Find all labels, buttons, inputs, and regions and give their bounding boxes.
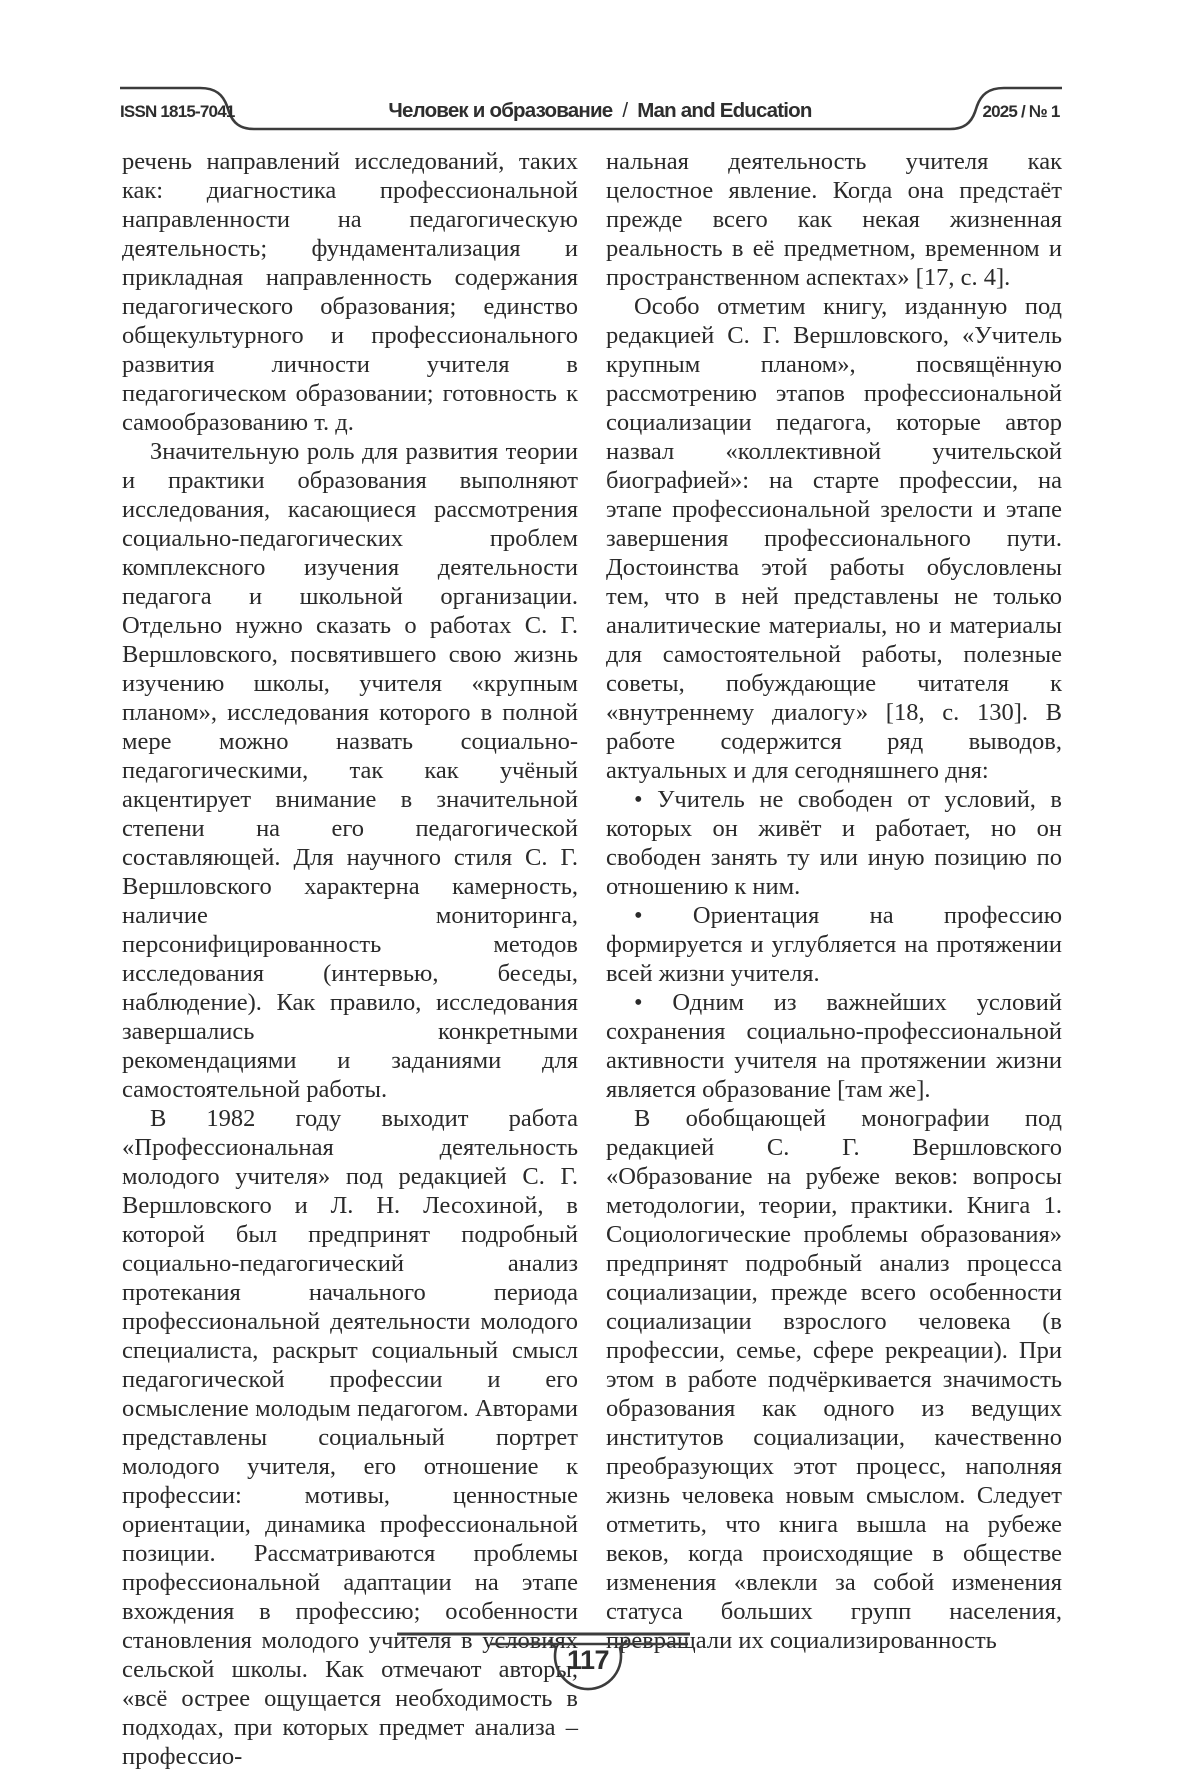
paragraph: • Одним из важнейших условий сохранения социально-профессиональной активности учителя на протяжении жизни является образование [там же]. xyxy=(606,989,1062,1103)
issn-label: ISSN 1815-7041 xyxy=(120,102,235,121)
page-header xyxy=(0,0,1200,140)
paragraph: Особо отметим книгу, изданную под редакцией С. Г. Вершловского, «Учитель крупным планом», посвящённую рассмотрению этапов профессиональной социализации педагога, которые автор назвал «коллективной учительской биографией»: на старте профессии, на этапе профессиональной зрелости и этапе завершения профессионального пути. Достоинства этой работы обусловлены тем, что в ней представлены не только аналитические материалы, но и материалы для самостоятельной работы, полезные советы, побуждающие читателя к «внутреннему диалогу» [18, с. 130]. В работе содержится ряд выводов, актуальных и для сегодняшнего дня: xyxy=(606,293,1062,784)
paragraph: нальная деятельность учителя как целостное явление. Когда она предстаёт прежде всего как некая жизненная реальность в её предметном, временном и пространственном аспектах» [17, с. 4]. xyxy=(606,148,1062,291)
issue-label: 2025 / № 1 xyxy=(982,102,1060,121)
paragraph: • Учитель не свободен от условий, в которых он живёт и работает, но он свободен занять ту или иную позицию по отношению к ним. xyxy=(606,786,1062,900)
paragraph: Значительную роль для развития теории и практики образования выполняют исследования, касающиеся рассмотрения социально-педагогических проблем комплексного изучения деятельности педагога и школьной организации. Отдельно нужно сказать о работах С. Г. Вершловского, посвятившего свою жизнь изучению школы, учителя «крупным планом», исследования которого в полной мере можно назвать социально-педагогическими, так как учёный акцентирует внимание в значительной степени на его педагогической составляющей. Для научного стиля С. Г. Вершловского характерна камерность, наличие мониторинга, персонифицированность методов исследования (интервью, беседы, наблюдение). Как правило, исследования завершались конкретными рекомендациями и заданиями для самостоятельной работы. xyxy=(122,438,578,1103)
page-number: 117 xyxy=(566,1645,610,1675)
right-column xyxy=(606,147,1062,1654)
paragraph: • Ориентация на профессию формируется и углубляется на протяжении всей жизни учителя. xyxy=(606,902,1062,987)
paragraph: В обобщающей монографии под редакцией С. Г. Вершловского «Образование на рубеже веков: вопросы методологии, теории, практики. Книга 1. Социологические проблемы образования» предпринят подробный анализ процесса социализации, прежде всего особенности социализации взрослого человека (в профессии, семье, сфере рекреации). При этом в работе подчёркивается значимость образования как одного из ведущих институтов социализации, качественно преобразующих этот процесс, наполняя жизнь человека новым смыслом. Следует отметить, что книга вышла на рубеже веков, когда происходящие в обществе изменения «влекли за собой изменения статуса больших групп населения, превращали их социализированность xyxy=(606,1105,1062,1654)
journal-title-ru: Человек и образование xyxy=(388,99,613,122)
journal-title-en: Man and Education xyxy=(637,99,812,122)
paragraph: В 1982 году выходит работа «Профессиональная деятельность молодого учителя» под редакцией С. Г. Вершловского и Л. Н. Лесохиной, в которой был предпринят подробный социально-педагогический анализ протекания начального периода профессиональной деятельности молодого специалиста, раскрыт социальный смысл педагогической профессии и его осмысление молодым педагогом. Авторами представлены социальный портрет молодого учителя, его отношение к профессии: мотивы, ценностные ориентации, динамика профессиональной позиции. Рассматриваются проблемы профессиональной адаптации на этапе вхождения в профессию; особенности становления молодого учителя в условиях сельской школы. Как отмечают авторы, «всё острее ощущается необходимость в подходах, при которых предмет анализа – профессио- xyxy=(122,1105,578,1770)
paragraph: речень направлений исследований, таких как: диагностика профессиональной направленности на педагогическую деятельность; фундаментализация и прикладная направленность содержания педагогического образования; единство общекультурного и профессионального развития личности учителя в педагогическом образовании; готовность к самообразованию т. д. xyxy=(122,148,578,436)
journal-title-separator: / xyxy=(622,99,628,122)
left-column xyxy=(122,147,578,1770)
